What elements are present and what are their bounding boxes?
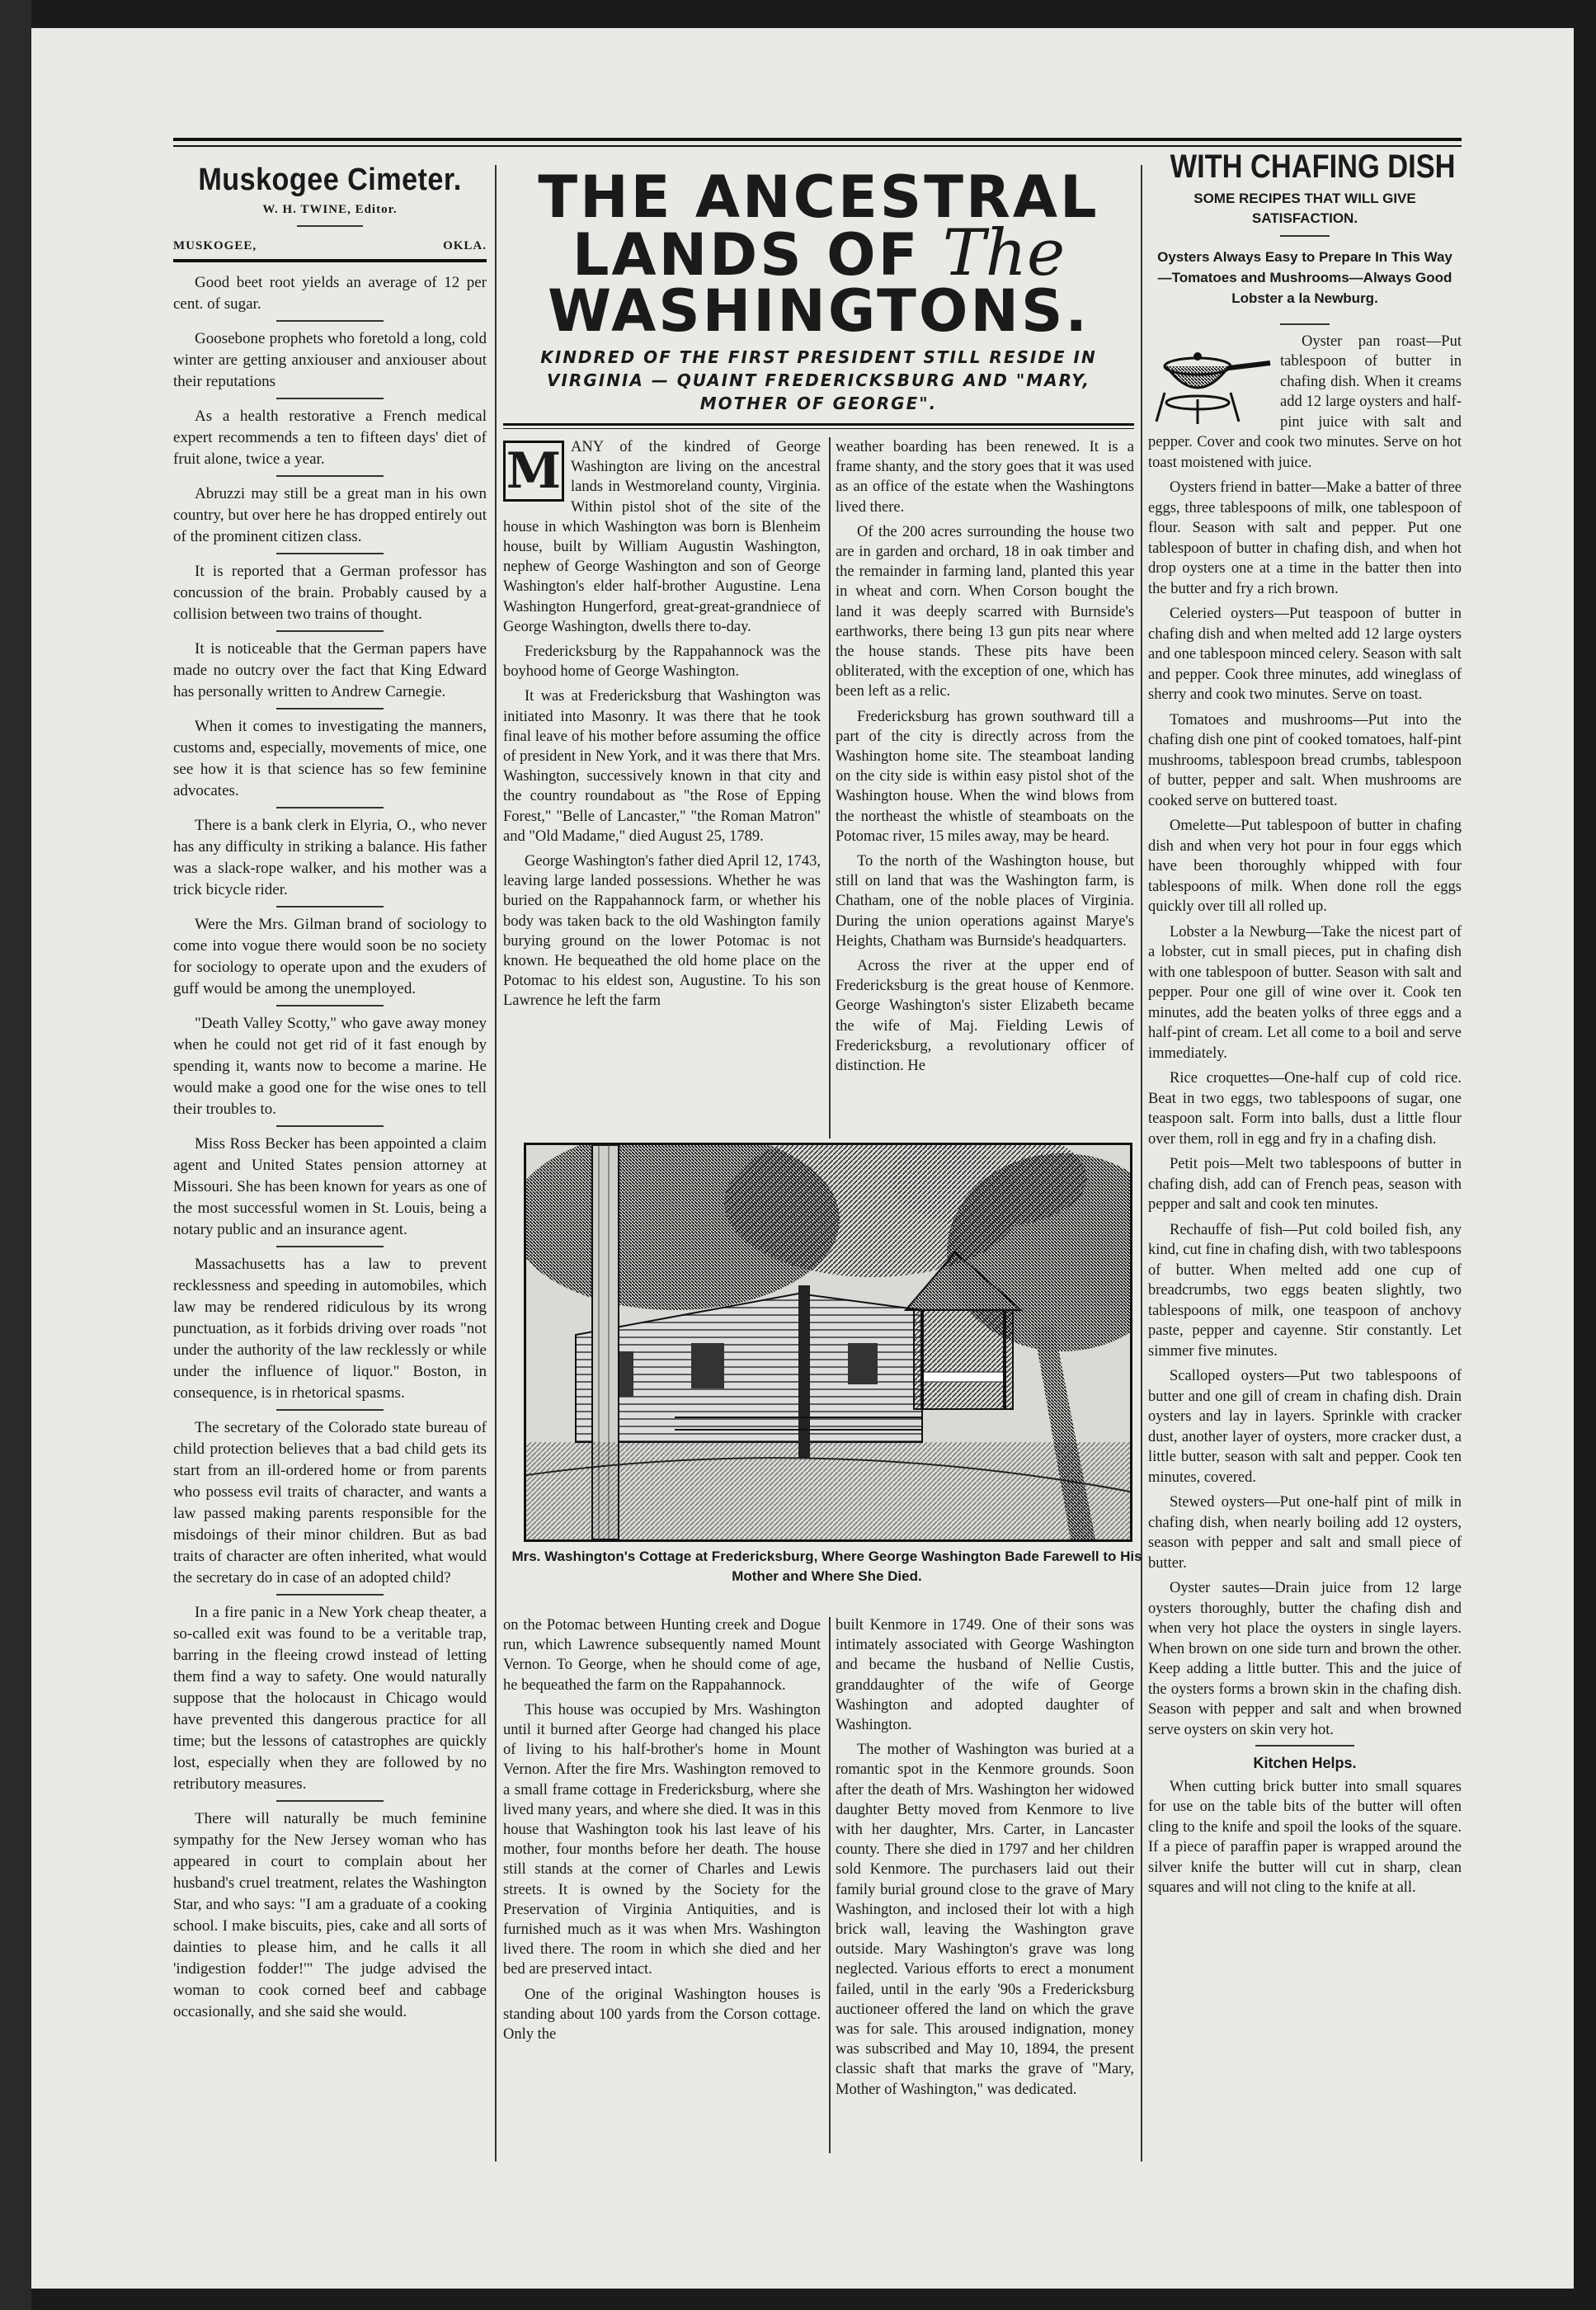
left-item: As a health restorative a French medical expert recommends a ten to fifteen days' diet of fruit alone, twice a year. bbox=[173, 408, 487, 468]
headline-line3: WASHINGTONS. bbox=[548, 277, 1090, 345]
headline-the: The bbox=[942, 216, 1066, 290]
separator bbox=[1280, 235, 1330, 237]
separator bbox=[276, 1409, 384, 1411]
column-rule bbox=[829, 437, 831, 1138]
recipe-paragraph: Omelette—Put tablespoon of butter in chafing dish and when very hot pour in four eggs which have been thoroughly whipped with four tablespoons of milk. When done roll the eggs quickly over till all rolled up. bbox=[1148, 818, 1462, 915]
feature-paragraph: Fredericksburg by the Rappahannock was the boyhood home of George Washington. bbox=[503, 644, 821, 681]
separator bbox=[276, 553, 384, 554]
left-item: It is noticeable that the German papers have made no outcry over the fact that King Edward has personally written to Andrew Carnegie. bbox=[173, 640, 487, 700]
recipe-paragraph: Rice croquettes—One-half cup of cold rice. Beat in two eggs, two tablespoons of sugar, one teaspoon salt. Form into balls, dust a little flour over them, roll in egg and fry in a chafing dish. bbox=[1148, 1070, 1462, 1148]
scan-edge bbox=[0, 0, 31, 2310]
dateline bbox=[173, 235, 487, 262]
feature-paragraph: It was at Fredericksburg that Washington was initiated into Masonry. It was there that he took final leave of his mother before assuming the office of president in New York, and it was there that Mrs. Washington, successively known in that city and the country roundabout as "the Rose of Epping Forest," "Belle of Lancaster," "the Roman Matron" and "Old Madame," died August 25, 1789. bbox=[503, 688, 821, 845]
left-item: The secretary of the Colorado state bureau of child protection believes that a bad child gets its start from an ill-ordered home or from parents who possess evil traits of character, and wants a law passed making parents responsible for the misdoings of their minor children. But as bad traits of character are often inherited, what would the secretary do in case of an adopted child? bbox=[173, 1419, 487, 1586]
headline-rule bbox=[503, 423, 1134, 426]
right-column bbox=[1148, 148, 1462, 1903]
feature-subhead: KINDRED OF THE FIRST PRESIDENT STILL RESIDE IN VIRGINIA — QUAINT FREDERICKSBURG AND "MARY, MOTHER OF GEORGE". bbox=[540, 347, 1097, 413]
left-item: Abruzzi may still be a great man in his own country, but over here he has dropped entirely out of the prominent citizen class. bbox=[173, 485, 487, 545]
column-rule bbox=[495, 165, 497, 2162]
separator bbox=[297, 225, 363, 227]
left-item: It is reported that a German professor has concussion of the brain. Probably caused by a collision between two trains of thought. bbox=[173, 563, 487, 623]
masthead-title: Muskogee Cimeter. bbox=[198, 163, 462, 197]
feature-paragraph: Of the 200 acres surrounding the house two are in garden and orchard, 18 in oak timber and the remainder in farming land, planted this year in wheat and corn. When Corson bought the land it was deeply scarred with Burnside's earthworks, there being 13 gun pits near where the house stands. These pits have been obliterated, with the exception of one, which has been left as a relic. bbox=[836, 523, 1134, 700]
feature-paragraph: Fredericksburg has grown southward till a part of the city is directly across from the Washington home site. The steamboat landing on the city side is within easy pistol shot of the Washington house. When the wind blows from the northeast the whistle of steamboats on the Potomac river, 15 miles away, may be heard. bbox=[836, 708, 1134, 845]
separator bbox=[1255, 1745, 1354, 1747]
separator bbox=[276, 807, 384, 808]
left-item: Good beet root yields an average of 12 per cent. of sugar. bbox=[173, 274, 487, 313]
left-column bbox=[173, 163, 487, 2028]
left-item: Massachusetts has a law to prevent recklessness and speeding in automobiles, which law may be rendered ridiculous by its wrong punctuation, as it forbids driving over roads "not under the authority of the law recklessly or while under the influence of liquor." Boston, in consequence, is in rhetorical spasms. bbox=[173, 1256, 487, 1402]
recipe-paragraph: Stewed oysters—Put one-half pint of milk in chafing dish, when nearly boiling add 12 oysters, season with pepper and salt and small piece of butter. bbox=[1148, 1494, 1462, 1572]
recipe-paragraph: Oyster sautes—Drain juice from 12 large oysters thoroughly, butter the chafing dish and when very hot place the oysters in single layers. When brown on one side turn and brown the other. Keep adding a little butter. This and the juice of the oysters forms a brown skin in the chafing dish. Season with pepper and salt and when browned serve oysters on skin very hot. bbox=[1148, 1580, 1462, 1738]
separator bbox=[276, 1594, 384, 1596]
headline-line1: THE ANCESTRAL bbox=[538, 163, 1099, 231]
left-item: Miss Ross Becker has been appointed a claim agent and United States pension attorney at Missouri. She has been known for years as one of the most successful women in St. Louis, being a notary public and an insurance agent. bbox=[173, 1135, 487, 1238]
headline-rule-thin bbox=[503, 428, 1134, 429]
left-item: When it comes to investigating the manners, customs and, especially, movements of mice, one see how it is that science has so few feminine advocates. bbox=[173, 718, 487, 799]
feature-paragraph: built Kenmore in 1749. One of their sons was intimately associated with George Washington and became the husband of Nellie Custis, granddaughter of the wife of George Washington and adopted daughter of Washington. bbox=[836, 1617, 1134, 1734]
separator bbox=[276, 1125, 384, 1127]
cottage-engraving-image bbox=[526, 1145, 1130, 1539]
feature-paragraph: George Washington's father died April 12, 1743, leaving large landed possessions. Whether he was buried on the Rappahannock farm, or whether his body was taken back to the old Washington family burying ground on the lower Potomac is not known. He bequeathed the old home place on the Potomac to his eldest son, Augustine. To his son Lawrence he left the farm bbox=[503, 853, 821, 1010]
feature-column-1 bbox=[503, 437, 821, 1016]
chafing-dish-deck: Oysters Always Easy to Prepare In This Way—Tomatoes and Mushrooms—Always Good Lobster a la Newburg. bbox=[1157, 248, 1452, 306]
separator bbox=[1280, 323, 1330, 325]
feature-lead-paragraph bbox=[503, 437, 821, 637]
dropcap: M bbox=[503, 441, 564, 502]
feature-headline-block bbox=[503, 163, 1134, 429]
separator bbox=[276, 475, 384, 477]
recipe-paragraph: Rechauffe of fish—Put cold boiled fish, any kind, cut fine in chafing dish, with two tablespoons of butter. When melted add one cup of breadcrumbs, two eggs beaten slightly, two tablespoons of milk, one teaspoon of anchovy paste, pepper and cayenne. Stir constantly. Let simmer five minutes. bbox=[1148, 1221, 1462, 1360]
separator bbox=[276, 1800, 384, 1802]
separator bbox=[276, 1246, 384, 1247]
chafing-dish-title: WITH CHAFING DISH bbox=[1170, 148, 1456, 185]
recipe-paragraph: Celeried oysters—Put teaspoon of butter in chafing dish and when melted add 12 large oysters and one tablespoon minced celery. Season with salt and pepper. Cook three minutes, add wineglass of sherry and cook two minutes. Serve on toast. bbox=[1148, 606, 1462, 703]
top-rule-thin bbox=[173, 145, 1462, 147]
dateline-city: MUSKOGEE, bbox=[173, 239, 257, 252]
headline-lands-of: LANDS OF bbox=[572, 221, 920, 289]
column-rule bbox=[1141, 165, 1142, 2162]
separator bbox=[276, 630, 384, 632]
kitchen-helps-title: Kitchen Helps. bbox=[1253, 1755, 1357, 1771]
chafing-dish-icon bbox=[1148, 335, 1272, 426]
dateline-state: OKLA. bbox=[443, 239, 487, 252]
left-item: There will naturally be much feminine sympathy for the New Jersey woman who has appeared in court to complain about her husband's cruel treatment, relates the Washington Star, and who says: "I am a graduate of a cooking school. I make biscuits, pies, cake and all sorts of dainties to please him, and he calls it all 'indigestion fodder!'" The judge advised the woman to cook corned beef and cabbage occasionally, and she said she would. bbox=[173, 1810, 487, 2020]
recipe-text: Oyster pan roast—Put tablespoon of butter in chafing dish. When it creams add 12 large oysters and half-pint juice with salt and pepper. Cover and cook two minutes. Serve on hot toast moistened with juice. bbox=[1148, 332, 1462, 471]
feature-paragraph: One of the original Washington houses is standing about 100 yards from the Corson cottage. Only the bbox=[503, 1986, 821, 2044]
feature-paragraph: To the north of the Washington house, but still on land that was the Washington farm, is Chatham, one of the noble places of Virginia. During the union operations against Marye's Heights, Chatham was Burnside's headquarters. bbox=[836, 853, 1134, 950]
feature-paragraph: The mother of Washington was buried at a romantic spot in the Kenmore grounds. Soon after the death of Mrs. Washington her widowed daughter Betty moved from Kenmore to live with her daughter, Mrs. Carter, in Lancaster county. There she died in 1797 and her children sold Kenmore. The purchasers laid out their family burial ground close to the grave of Mary Washington, and inclosed their lot with a high brick wall, leaving the Washington grave outside. Mary Washington's grave was long neglected. Various efforts to erect a monument failed, until in the early '90s a Fredericksburg auctioneer offered the land on which the grave was for sale. This aroused indignation, money was subscribed and May 10, 1894, the present classic shaft that marks the grave of "Mary, Mother of Washington," was dedicated. bbox=[836, 1742, 1134, 2098]
left-item: In a fire panic in a New York cheap theater, a so-called exit was found to be a veritable trap, barring in the fleeing crowd instead of letting them find a way to safety. One would naturally suppose that the holocaust in Chicago would have prevented this dangerous practice for all time; but the lessons of catastrophes are quickly lost, especially when they are followed by no retributory measures. bbox=[173, 1604, 487, 1793]
chafing-dish-subtitle: SOME RECIPES THAT WILL GIVE SATISFACTION. bbox=[1193, 190, 1416, 226]
recipe-paragraph: Tomatoes and mushrooms—Put into the chafing dish one pint of cooked tomatoes, half-pint mushrooms, tablespoon bread crumbs, tablespoon of butter, pepper and salt. When mushrooms are cooked serve on buttered toast. bbox=[1148, 711, 1462, 809]
separator bbox=[276, 398, 384, 399]
lead-text: ANY of the kindred of George Washington are living on the ancestral lands in Westmoreland county, Virginia. Within pistol shot of the site of the house in which Washington was born is Blenheim house, built by William Augustin Washington, nephew of George Washington and son of George Washington's elder half-brother Augustine. Lena Washington Hungerford, great-great-grandniece of George Washington, dwells there to-day. bbox=[503, 439, 821, 635]
left-item: There is a bank clerk in Elyria, O., who never has any difficulty in striking a balance. His father was a slack-rope walker, and his mother was a trick bicycle rider. bbox=[173, 817, 487, 898]
left-item: "Death Valley Scotty," who gave away money when he could not get rid of it fast enough by spending it, wants now to become a marine. He would make a good one for the wise ones to tell their troubles to. bbox=[173, 1015, 487, 1118]
masthead-editor: W. H. TWINE, Editor. bbox=[262, 203, 398, 216]
left-item: Were the Mrs. Gilman brand of sociology to come into vogue there would soon be no society for sociology to operate upon and the exuders of guff would be among the unemployed. bbox=[173, 916, 487, 997]
illustration-caption: Mrs. Washington's Cottage at Fredericksburg, Where George Washington Bade Farewell to His Mother and Where She Died. bbox=[511, 1549, 1142, 1584]
left-item: Goosebone prophets who foretold a long, cold winter are getting anxiouser and anxiouser about their reputations bbox=[173, 330, 487, 390]
feature-column-4 bbox=[836, 1615, 1134, 2105]
feature-column-2 bbox=[836, 437, 1134, 1081]
kitchen-helps-text: When cutting brick butter into small squares for use on the table bits of the butter will often cling to the knife and spoil the looks of the square. If a piece of paraffin paper is wrapped around the silver knife the butter will cut in sharp, clean squares and will not cling to the knife at all. bbox=[1148, 1778, 1462, 1896]
recipe-paragraph: Scalloped oysters—Put two tablespoons of butter and one gill of cream in chafing dish. Drain oysters and lay in layers. Sprinkle with cracker dust, another layer of oysters, more cracker dust, a little butter, season with salt and pepper. Cook ten minutes, covered. bbox=[1148, 1368, 1462, 1486]
recipe-paragraph: Oysters friend in batter—Make a batter of three eggs, three tablespoons of milk, one tablespoon of flour. Season with salt and pepper. Put one tablespoon of butter in chafing dish, and when hot drop oysters one at a time in the batter then into the butter and fry a rich brown. bbox=[1148, 479, 1462, 597]
left-items bbox=[173, 272, 487, 2023]
separator bbox=[276, 1005, 384, 1006]
separator bbox=[276, 320, 384, 322]
feature-column-3 bbox=[503, 1615, 821, 2049]
feature-paragraph: Across the river at the upper end of Fredericksburg is the great house of Kenmore. George Washington's sister Elizabeth became the wife of Maj. Fielding Lewis of Fredericksburg, a revolutionary officer of distinction. He bbox=[836, 958, 1134, 1075]
recipe-paragraph: Lobster a la Newburg—Take the nicest part of a lobster, cut in small pieces, put in chafing dish with one tablespoon of butter. Season with salt and pepper. Pour one gill of wine over it. Cook ten minutes, add the beaten yolks of three eggs and a half-pint of cream. Let all come to a boil and serve immediately. bbox=[1148, 923, 1462, 1062]
feature-paragraph: weather boarding has been renewed. It is a frame shanty, and the story goes that it was used as an office of the estate when the Washingtons lived there. bbox=[836, 439, 1134, 516]
separator bbox=[276, 708, 384, 710]
column-rule bbox=[829, 1617, 831, 2153]
feature-paragraph: This house was occupied by Mrs. Washington until it burned after George had changed his place of living to his half-brother's home in Mount Vernon. After the fire Mrs. Washington removed to a small frame cottage in Fredericksburg, where she lived many years, and where she died. It was in this house that Washington took his last leave of his mother, four months before her death. The house still stands at the corner of Charles and Lewis streets. It is owned by the Society for the Preservation of Virginia Antiquities, and is furnished much as it was when Mrs. Washington lived there. The room in which she died and her bed are preserved intact. bbox=[503, 1701, 821, 1978]
cottage-illustration bbox=[524, 1143, 1132, 1542]
top-rule bbox=[173, 138, 1462, 141]
headline-line2 bbox=[503, 216, 1134, 290]
feature-paragraph: on the Potomac between Hunting creek and Dogue run, which Lawrence subsequently named Mount Vernon. To George, when he should come of age, he bequeathed the farm on the Rappahannock. bbox=[503, 1617, 821, 1694]
separator bbox=[276, 906, 384, 908]
recipe-paragraph: Petit pois—Melt two tablespoons of butter in chafing dish, add can of French peas, season with pepper and salt and cook ten minutes. bbox=[1148, 1156, 1462, 1213]
recipe-paragraph bbox=[1148, 332, 1462, 474]
